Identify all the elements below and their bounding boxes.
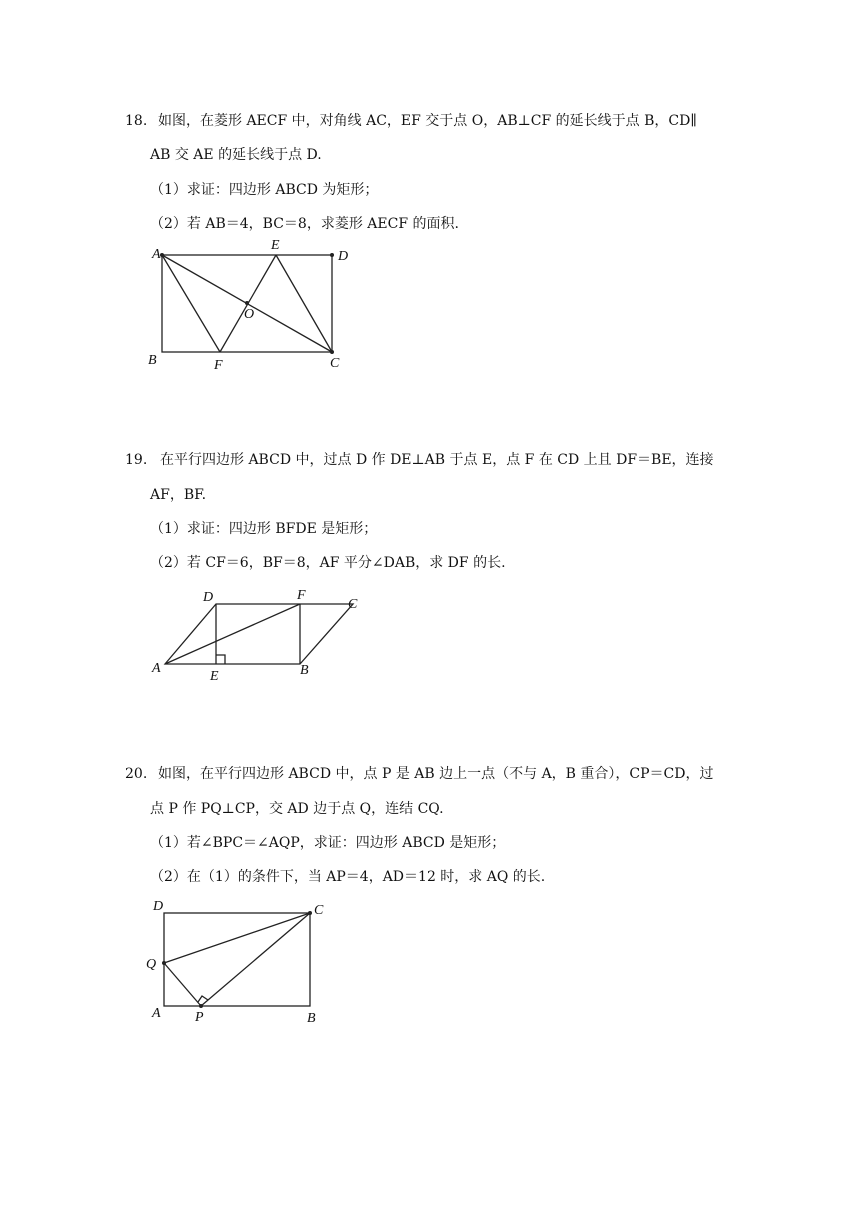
label-P: P xyxy=(195,1010,204,1025)
problem-number: 20. xyxy=(125,766,148,782)
label-Q: Q xyxy=(146,957,157,972)
rectangle-figure xyxy=(140,893,350,1028)
label-O: O xyxy=(244,307,255,322)
problem-number: 19. xyxy=(125,452,148,468)
label-A: A xyxy=(152,247,161,262)
label-E: E xyxy=(271,238,280,253)
label-F: F xyxy=(297,588,306,603)
rectangle-ABCD xyxy=(164,913,310,1006)
question-part-1: （1）求证：四边形 ABCD 为矩形； xyxy=(150,182,379,198)
label-F: F xyxy=(214,358,223,372)
rhombus-rectangle-figure xyxy=(140,232,370,372)
question-part-1: （1）求证：四边形 BFDE 是矩形； xyxy=(150,521,378,537)
label-B: B xyxy=(148,353,157,368)
label-C: C xyxy=(314,903,324,918)
label-C: C xyxy=(330,356,340,371)
question-part-2: （2）在（1）的条件下，当 AP＝4，AD＝12 时，求 AQ 的长. xyxy=(150,869,546,885)
problem-text-line: 如图，在平行四边形 ABCD 中，点 P 是 AB 边上一点（不与 A，B 重合），CP＝CD，过 xyxy=(158,766,714,782)
segment-QP xyxy=(164,963,201,1006)
label-B: B xyxy=(300,663,309,678)
question-part-1: （1）若∠BPC＝∠AQP，求证：四边形 ABCD 是矩形； xyxy=(150,835,506,851)
label-C: C xyxy=(348,597,358,612)
segment-QC xyxy=(164,913,310,963)
segment-EC xyxy=(276,255,332,352)
problem-text-line: AF，BF. xyxy=(150,487,207,503)
problem-text-line: 在平行四边形 ABCD 中，过点 D 作 DE⊥AB 于点 E，点 F 在 CD 上且 DF＝BE，连接 xyxy=(160,452,714,468)
segment-AF xyxy=(165,604,300,664)
label-D: D xyxy=(203,590,214,605)
problem-text-line: 点 P 作 PQ⊥CP，交 AD 边于点 Q，连结 CQ. xyxy=(150,801,444,817)
segment-AF xyxy=(162,255,220,352)
label-A: A xyxy=(152,1006,161,1021)
parallelogram-ABCD xyxy=(165,604,353,664)
problem-number: 18. xyxy=(125,113,148,129)
label-D: D xyxy=(153,899,164,914)
parallelogram-figure xyxy=(145,584,375,684)
label-B: B xyxy=(307,1011,316,1026)
problem-text-line: 如图，在菱形 AECF 中，对角线 AC，EF 交于点 O，AB⊥CF 的延长线于点 B，CD∥ xyxy=(158,113,697,129)
question-part-2: （2）若 AB＝4，BC＝8，求菱形 AECF 的面积. xyxy=(150,216,459,232)
label-E: E xyxy=(210,669,219,684)
problem-text-line: AB 交 AE 的延长线于点 D. xyxy=(150,147,322,163)
label-A: A xyxy=(152,661,161,676)
right-angle-mark xyxy=(216,655,225,664)
segment-PC xyxy=(201,913,310,1006)
question-part-2: （2）若 CF＝6，BF＝8，AF 平分∠DAB，求 DF 的长. xyxy=(150,555,506,571)
label-D: D xyxy=(338,249,349,264)
